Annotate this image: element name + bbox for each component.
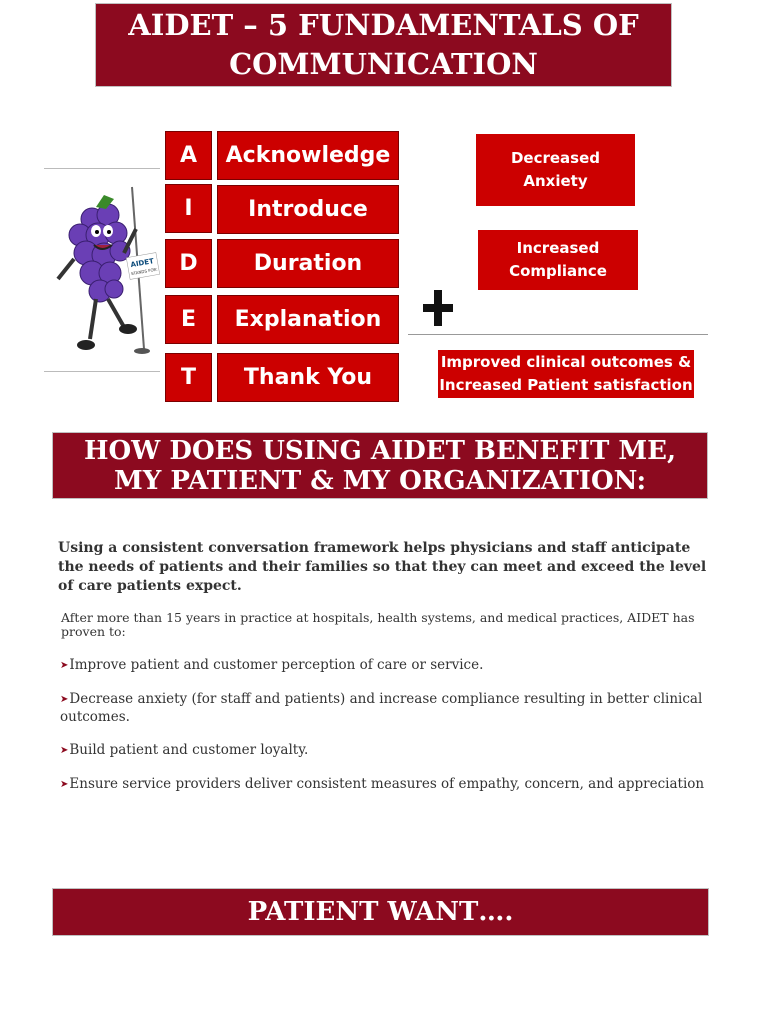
bullet-text: Improve patient and customer perception of care or service. — [69, 657, 484, 673]
mascot-badge-sub: STANDS FOR: — [130, 266, 158, 277]
benefit-banner — [53, 433, 707, 498]
patient-want-banner — [53, 889, 708, 935]
benefit-line-2: MY PATIENT & MY ORGANIZATION: — [113, 466, 647, 496]
list-item — [60, 691, 710, 726]
result-2-line-2: Compliance — [509, 262, 607, 280]
grape-mascot-image — [44, 168, 160, 372]
list-item — [60, 657, 710, 675]
aidet-letter-i: I — [166, 185, 211, 232]
aidet-word-acknowledge: Acknowledge — [218, 132, 398, 179]
aidet-word-introduce: Introduce — [218, 186, 398, 233]
title-banner — [96, 4, 671, 86]
arrow-bullet-icon: ➤ — [60, 745, 69, 756]
patient-want-heading: PATIENT WANT…. — [247, 897, 514, 927]
plus-icon — [423, 290, 453, 326]
intro-paragraph: Using a consistent conversation framework helps physicians and staff anticipate the needs of patients and their families so that they can meet and exceed the level of care patients expect. — [58, 540, 707, 594]
result-improved-outcomes — [438, 350, 694, 398]
aidet-letter-e: E — [166, 296, 211, 343]
arrow-bullet-icon: ➤ — [60, 660, 69, 671]
result-increased-compliance — [478, 230, 638, 290]
bullet-text: Build patient and customer loyalty. — [69, 742, 309, 758]
list-item — [60, 742, 710, 760]
title-line-1: AIDET – 5 FUNDAMENTALS OF — [128, 8, 639, 42]
arrow-bullet-icon: ➤ — [60, 779, 69, 790]
bullet-text: Decrease anxiety (for staff and patients) and increase compliance resulting in better clinical outcomes. — [60, 691, 703, 725]
result-decreased-anxiety — [476, 134, 635, 206]
result-3-line-1: Improved clinical outcomes & — [440, 353, 692, 371]
aidet-letter-t: T — [166, 354, 211, 401]
result-1-line-2: Anxiety — [523, 172, 588, 190]
result-1-line-1: Decreased — [510, 149, 601, 167]
result-2-line-1: Increased — [516, 239, 600, 257]
result-3-line-2: Increased Patient satisfaction — [439, 376, 693, 394]
list-item — [60, 776, 710, 794]
title-line-2: COMMUNICATION — [229, 47, 538, 81]
aidet-word-duration: Duration — [218, 240, 398, 287]
aidet-word-thank-you: Thank You — [218, 354, 398, 401]
grape-mascot-icon — [44, 169, 160, 371]
aidet-letter-d: D — [166, 240, 211, 287]
aidet-letter-a: A — [166, 132, 211, 179]
aidet-word-explanation: Explanation — [218, 296, 398, 343]
mascot-badge-title: AIDET — [129, 257, 155, 270]
proven-paragraph: After more than 15 years in practice at hospitals, health systems, and medical practices, AIDET has proven to: — [61, 610, 695, 639]
divider-line — [408, 334, 708, 335]
arrow-bullet-icon: ➤ — [60, 694, 69, 705]
bullet-text: Ensure service providers deliver consistent measures of empathy, concern, and appreciation — [69, 776, 705, 792]
benefit-line-1: HOW DOES USING AIDET BENEFIT ME, — [83, 436, 677, 466]
